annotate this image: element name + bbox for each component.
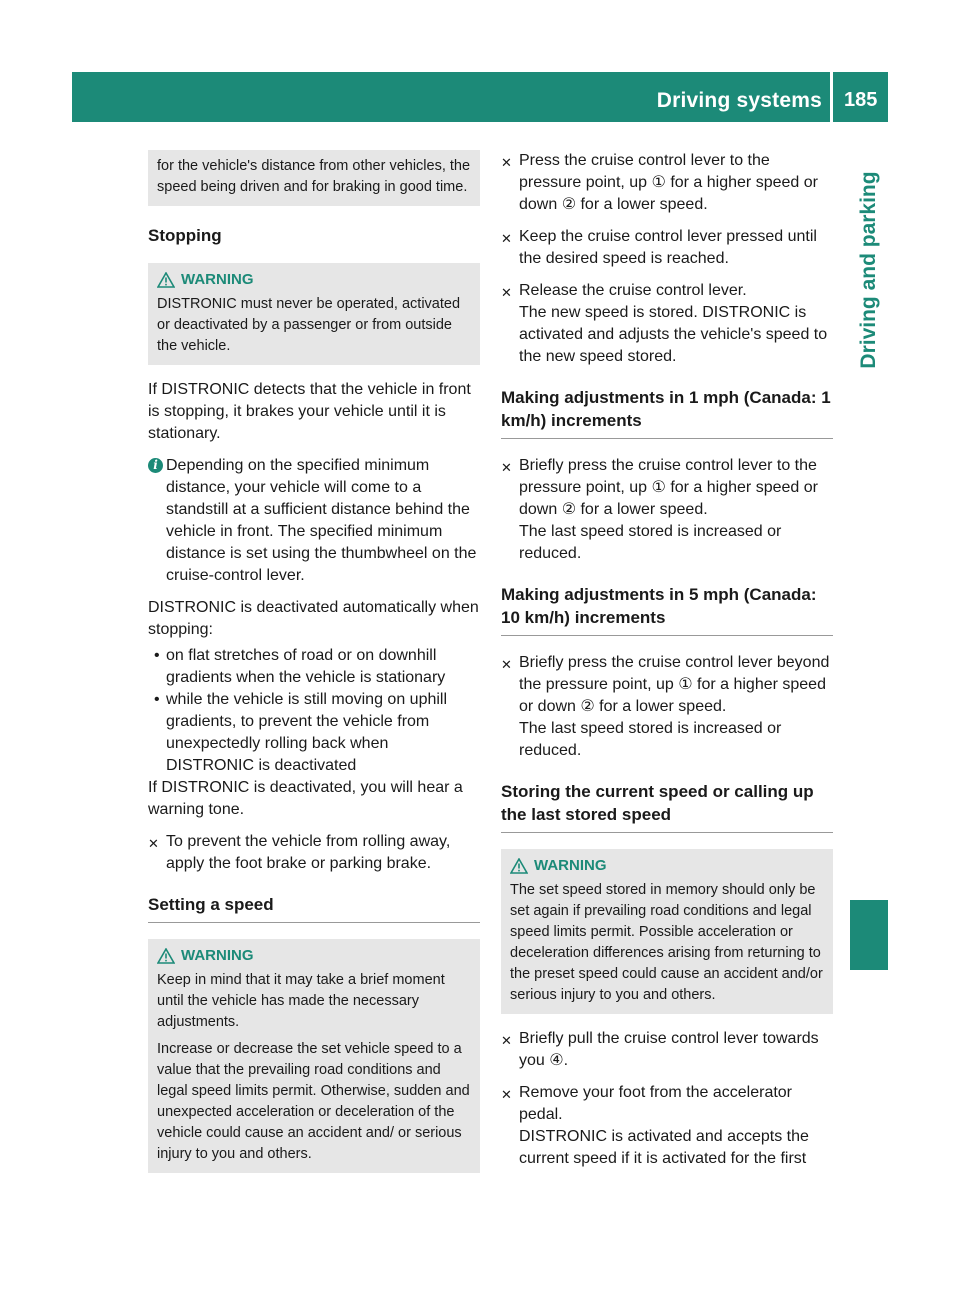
instruction-step: ✕ Briefly pull the cruise control lever towards you ④. [501, 1030, 819, 1069]
page-number: 185 [844, 89, 878, 111]
warning-text: Keep in mind that it may take a brief moment until the vehicle has made the necessary adjustments. [157, 972, 445, 1030]
section-heading-store-speed: Storing the current speed or calling up the last stored speed [501, 780, 833, 833]
step-result: The last speed stored is increased or reduced. [519, 720, 782, 759]
warning-text: Increase or decrease the set vehicle speed to a value that the prevailing road conditions and legal speed limits permit. Otherwise, sudden and unexpected acceleration or deceleration of the vehicle could cause an accident and/ or serious injury to you and others. [157, 1041, 470, 1162]
right-column [501, 150, 833, 1180]
paragraph: If DISTRONIC is deactivated, you will hear a warning tone. [148, 779, 463, 818]
warning-box-stopping [148, 263, 480, 365]
paragraph: If DISTRONIC detects that the vehicle in front is stopping, it brakes your vehicle until it is stationary. [148, 381, 471, 442]
instruction-step: ✕ Keep the cruise control lever pressed until the desired speed is reached. [501, 228, 817, 267]
step-arrow-icon: ✕ [501, 231, 512, 246]
chapter-tab-label: Driving and parking [857, 171, 880, 369]
note-box-continued [148, 150, 480, 206]
warning-header [157, 945, 472, 966]
step-arrow-icon: ✕ [501, 155, 512, 170]
instruction-step: ✕ Briefly press the cruise control lever to the pressure point, up ① for a higher speed or down ② for a lower speed. The last speed stored is increased or reduced. [501, 455, 833, 565]
page-title: Driving systems [656, 89, 822, 112]
warning-triangle-icon [157, 948, 175, 964]
step-arrow-icon: ✕ [148, 836, 159, 851]
warning-text: The set speed stored in memory should only be set again if prevailing road conditions and legal speed limits permit. Possible acceleration or deceleration differences arising from returning to the preset speed could cause an accident and/or serious injury to you and others. [510, 882, 823, 1003]
section-heading-1mph: Making adjustments in 1 mph (Canada: 1 km/h) increments [501, 386, 833, 439]
warning-title: WARNING [181, 947, 254, 964]
warning-triangle-icon [157, 272, 175, 288]
chapter-tab-marker [850, 900, 888, 970]
bullet-icon: • [154, 647, 160, 664]
info-note [148, 455, 480, 587]
instruction-step: ✕ Press the cruise control lever to the pressure point, up ① for a higher speed or down ② for a lower speed. [501, 152, 818, 213]
header-divider [830, 72, 833, 122]
section-heading-setting-speed: Setting a speed [148, 893, 480, 923]
step-result: DISTRONIC is activated and accepts the current speed if it is activated for the first [519, 1128, 809, 1167]
bullet-item: • on flat stretches of road or on downhill gradients when the vehicle is stationary [154, 647, 446, 686]
instruction-step: ✕ Remove your foot from the accelerator pedal. DISTRONIC is activated and accepts the current speed if it is activated for the first [501, 1082, 833, 1170]
instruction-step: ✕ Release the cruise control lever. The new speed is stored. DISTRONIC is activated and adjusts the vehicle's speed to the new speed stored. [501, 280, 833, 368]
warning-box-setting-speed [148, 939, 480, 1173]
step-arrow-icon: ✕ [501, 460, 512, 475]
bullet-item: • while the vehicle is still moving on uphill gradients, to prevent the vehicle from unexpectedly rolling back when DISTRONIC is deactivated [154, 691, 448, 774]
instruction-step: ✕ To prevent the vehicle from rolling away, apply the foot brake or parking brake. [148, 833, 451, 872]
step-arrow-icon: ✕ [501, 657, 512, 672]
step-arrow-icon: ✕ [501, 285, 512, 300]
bullet-icon: • [154, 691, 160, 708]
instruction-step: ✕ Briefly press the cruise control lever beyond the pressure point, up ① for a higher speed or down ② for a lower speed. The last speed stored is increased or reduced. [501, 652, 833, 762]
warning-text: DISTRONIC must never be operated, activated or deactivated by a passenger or from outside the vehicle. [157, 296, 461, 354]
warning-title: WARNING [181, 271, 254, 288]
step-arrow-icon: ✕ [501, 1087, 512, 1102]
warning-title: WARNING [534, 857, 607, 874]
step-result: The new speed is stored. DISTRONIC is activated and adjusts the vehicle's speed to the new speed stored. [519, 304, 828, 365]
left-column [148, 150, 480, 1173]
warning-box-store-speed [501, 849, 833, 1014]
info-text: Depending on the specified minimum distance, your vehicle will come to a standstill at a sufficient distance behind the vehicle in front. The specified minimum distance is set using the thumbwheel on the cruise-control lever. [166, 457, 477, 584]
warning-triangle-icon [510, 858, 528, 874]
paragraph: DISTRONIC is deactivated automatically when stopping: [148, 599, 479, 638]
warning-header [510, 855, 825, 876]
section-heading-stopping: Stopping [148, 226, 222, 245]
note-text: for the vehicle's distance from other vehicles, the speed being driven and for braking in good time. [157, 158, 471, 195]
section-heading-5mph: Making adjustments in 5 mph (Canada: 10 km/h) increments [501, 583, 833, 636]
step-result: The last speed stored is increased or reduced. [519, 523, 782, 562]
step-arrow-icon: ✕ [501, 1033, 512, 1048]
warning-header [157, 269, 472, 290]
info-icon: i [148, 458, 163, 473]
